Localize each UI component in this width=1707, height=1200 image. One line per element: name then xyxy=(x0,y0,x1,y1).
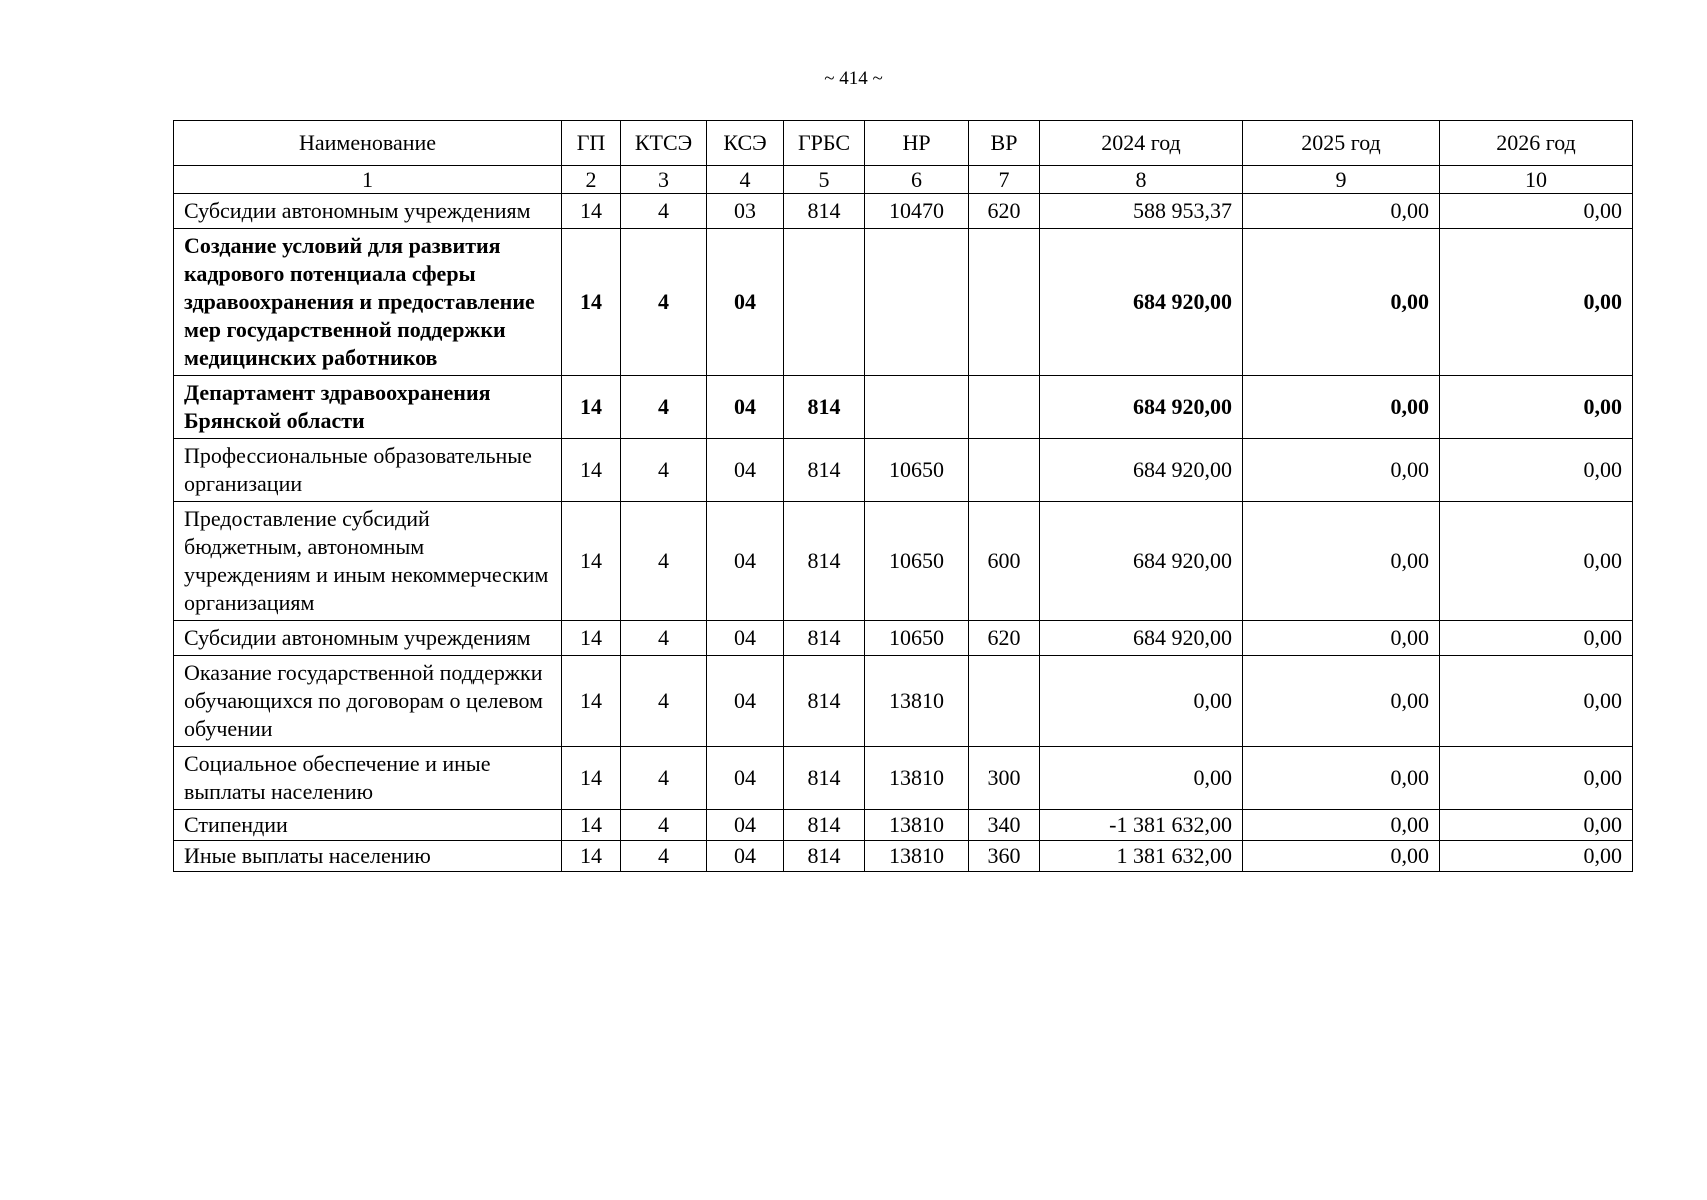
row-2026: 0,00 xyxy=(1440,656,1633,747)
row-nr: 13810 xyxy=(865,656,969,747)
column-number: 3 xyxy=(621,166,707,194)
row-2026: 0,00 xyxy=(1440,810,1633,841)
row-grbs: 814 xyxy=(784,376,865,439)
column-number: 10 xyxy=(1440,166,1633,194)
row-ktse: 4 xyxy=(621,194,707,229)
row-2025: 0,00 xyxy=(1243,502,1440,621)
row-name: Субсидии автономным учреждениям xyxy=(174,621,562,656)
row-kse: 04 xyxy=(707,439,784,502)
column-number: 5 xyxy=(784,166,865,194)
row-nr xyxy=(865,376,969,439)
row-2025: 0,00 xyxy=(1243,656,1440,747)
column-number: 7 xyxy=(969,166,1040,194)
row-gp: 14 xyxy=(562,841,621,872)
row-2024: 684 920,00 xyxy=(1040,229,1243,376)
header-kse: КСЭ xyxy=(707,121,784,166)
row-nr: 10650 xyxy=(865,502,969,621)
header-vr: ВР xyxy=(969,121,1040,166)
row-2025: 0,00 xyxy=(1243,747,1440,810)
row-nr: 10650 xyxy=(865,439,969,502)
row-gp: 14 xyxy=(562,229,621,376)
row-name: Социальное обеспечение и иные выплаты населению xyxy=(174,747,562,810)
table-row xyxy=(174,502,1633,621)
row-2025: 0,00 xyxy=(1243,621,1440,656)
row-kse: 03 xyxy=(707,194,784,229)
row-kse: 04 xyxy=(707,502,784,621)
row-ktse: 4 xyxy=(621,621,707,656)
row-kse: 04 xyxy=(707,810,784,841)
row-name: Стипендии xyxy=(174,810,562,841)
row-nr xyxy=(865,229,969,376)
row-name: Департамент здравоохранения Брянской области xyxy=(174,376,562,439)
table-row xyxy=(174,656,1633,747)
column-number: 9 xyxy=(1243,166,1440,194)
column-number: 6 xyxy=(865,166,969,194)
row-2024: 684 920,00 xyxy=(1040,621,1243,656)
column-number: 2 xyxy=(562,166,621,194)
row-gp: 14 xyxy=(562,194,621,229)
header-ktse: КТСЭ xyxy=(621,121,707,166)
header-nr: НР xyxy=(865,121,969,166)
row-2024: 0,00 xyxy=(1040,656,1243,747)
row-2025: 0,00 xyxy=(1243,376,1440,439)
row-2024: 0,00 xyxy=(1040,747,1243,810)
row-nr: 13810 xyxy=(865,747,969,810)
row-2024: 1 381 632,00 xyxy=(1040,841,1243,872)
row-2025: 0,00 xyxy=(1243,810,1440,841)
table-row xyxy=(174,810,1633,841)
row-2026: 0,00 xyxy=(1440,621,1633,656)
row-kse: 04 xyxy=(707,376,784,439)
row-2026: 0,00 xyxy=(1440,841,1633,872)
row-name: Иные выплаты населению xyxy=(174,841,562,872)
column-number: 8 xyxy=(1040,166,1243,194)
row-vr: 340 xyxy=(969,810,1040,841)
table-row xyxy=(174,621,1633,656)
row-vr: 620 xyxy=(969,621,1040,656)
row-2026: 0,00 xyxy=(1440,747,1633,810)
row-nr: 10650 xyxy=(865,621,969,656)
table-row xyxy=(174,747,1633,810)
header-name: Наименование xyxy=(174,121,562,166)
row-vr xyxy=(969,229,1040,376)
row-kse: 04 xyxy=(707,656,784,747)
table-row xyxy=(174,376,1633,439)
row-name: Предоставление субсидий бюджетным, автономным учреждениям и иным некоммерческим организациям xyxy=(174,502,562,621)
row-2024: 588 953,37 xyxy=(1040,194,1243,229)
row-nr: 13810 xyxy=(865,810,969,841)
row-name: Профессиональные образовательные организации xyxy=(174,439,562,502)
row-vr xyxy=(969,656,1040,747)
row-2025: 0,00 xyxy=(1243,229,1440,376)
row-grbs xyxy=(784,229,865,376)
row-gp: 14 xyxy=(562,376,621,439)
row-grbs: 814 xyxy=(784,747,865,810)
page-number: ~ 414 ~ xyxy=(824,68,883,89)
row-2026: 0,00 xyxy=(1440,229,1633,376)
row-gp: 14 xyxy=(562,621,621,656)
header-2026: 2026 год xyxy=(1440,121,1633,166)
budget-table xyxy=(173,120,1633,872)
column-number: 1 xyxy=(174,166,562,194)
row-gp: 14 xyxy=(562,747,621,810)
row-grbs: 814 xyxy=(784,656,865,747)
row-gp: 14 xyxy=(562,810,621,841)
row-nr: 13810 xyxy=(865,841,969,872)
row-ktse: 4 xyxy=(621,376,707,439)
row-2024: 684 920,00 xyxy=(1040,502,1243,621)
column-number: 4 xyxy=(707,166,784,194)
row-grbs: 814 xyxy=(784,810,865,841)
row-nr: 10470 xyxy=(865,194,969,229)
row-vr: 360 xyxy=(969,841,1040,872)
row-name: Создание условий для развития кадрового потенциала сферы здравоохранения и предоставление мер государственной поддержки медицинских работников xyxy=(174,229,562,376)
row-kse: 04 xyxy=(707,747,784,810)
row-gp: 14 xyxy=(562,502,621,621)
row-grbs: 814 xyxy=(784,621,865,656)
row-vr xyxy=(969,439,1040,502)
row-ktse: 4 xyxy=(621,841,707,872)
row-vr xyxy=(969,376,1040,439)
column-number-row xyxy=(174,166,1633,194)
row-name: Оказание государственной поддержки обучающихся по договорам о целевом обучении xyxy=(174,656,562,747)
row-2024: 684 920,00 xyxy=(1040,439,1243,502)
row-2026: 0,00 xyxy=(1440,439,1633,502)
row-ktse: 4 xyxy=(621,502,707,621)
row-2026: 0,00 xyxy=(1440,194,1633,229)
header-grbs: ГРБС xyxy=(784,121,865,166)
row-ktse: 4 xyxy=(621,747,707,810)
row-2026: 0,00 xyxy=(1440,502,1633,621)
row-kse: 04 xyxy=(707,841,784,872)
row-kse: 04 xyxy=(707,229,784,376)
row-kse: 04 xyxy=(707,621,784,656)
row-ktse: 4 xyxy=(621,439,707,502)
table-row xyxy=(174,439,1633,502)
row-gp: 14 xyxy=(562,439,621,502)
table-body xyxy=(174,194,1633,872)
row-ktse: 4 xyxy=(621,810,707,841)
row-vr: 300 xyxy=(969,747,1040,810)
row-grbs: 814 xyxy=(784,502,865,621)
row-name: Субсидии автономным учреждениям xyxy=(174,194,562,229)
header-gp: ГП xyxy=(562,121,621,166)
row-gp: 14 xyxy=(562,656,621,747)
row-2025: 0,00 xyxy=(1243,841,1440,872)
row-2025: 0,00 xyxy=(1243,194,1440,229)
table-row xyxy=(174,194,1633,229)
table-row xyxy=(174,841,1633,872)
row-vr: 620 xyxy=(969,194,1040,229)
row-vr: 600 xyxy=(969,502,1040,621)
table-row xyxy=(174,229,1633,376)
row-grbs: 814 xyxy=(784,841,865,872)
header-2025: 2025 год xyxy=(1243,121,1440,166)
row-grbs: 814 xyxy=(784,194,865,229)
header-row xyxy=(174,121,1633,166)
header-2024: 2024 год xyxy=(1040,121,1243,166)
row-2024: -1 381 632,00 xyxy=(1040,810,1243,841)
row-ktse: 4 xyxy=(621,229,707,376)
row-2026: 0,00 xyxy=(1440,376,1633,439)
row-grbs: 814 xyxy=(784,439,865,502)
row-2025: 0,00 xyxy=(1243,439,1440,502)
row-2024: 684 920,00 xyxy=(1040,376,1243,439)
row-ktse: 4 xyxy=(621,656,707,747)
